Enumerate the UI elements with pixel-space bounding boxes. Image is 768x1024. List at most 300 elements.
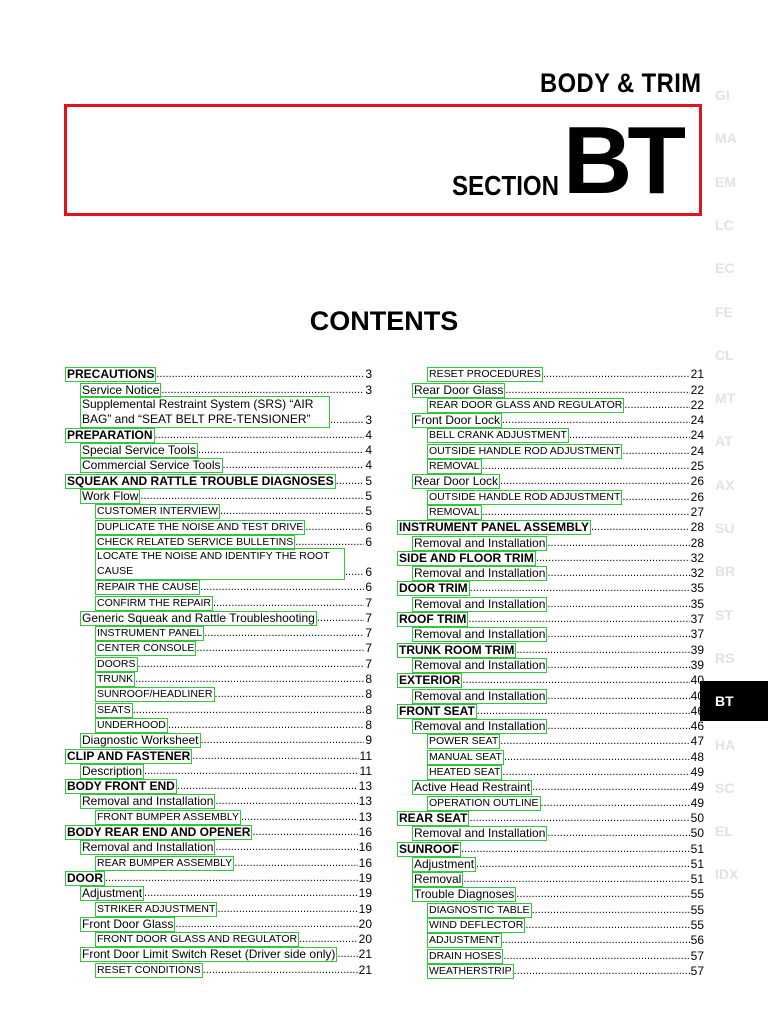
toc-entry-link[interactable]: Front Door Glass [82, 916, 174, 931]
toc-page-number: 27 [690, 504, 704, 519]
toc-entry[interactable] [66, 793, 372, 808]
toc-entry[interactable] [398, 856, 704, 871]
toc-entry[interactable] [398, 932, 704, 947]
toc-entry-link[interactable]: SEATS [97, 703, 131, 716]
section-tab-bt[interactable]: BT [700, 681, 768, 721]
toc-page-number: 32 [690, 550, 704, 565]
toc-page-number: 9 [365, 733, 372, 748]
toc-entry-link[interactable]: Removal and Installation [414, 657, 546, 672]
dot-leader [547, 659, 689, 672]
section-tab-lc[interactable]: LC [715, 216, 734, 233]
dot-leader [525, 919, 689, 932]
toc-page-number: 13 [358, 779, 372, 794]
toc-entry[interactable] [398, 611, 704, 626]
toc-entry[interactable] [398, 886, 704, 901]
toc-page-number: 22 [690, 382, 704, 397]
toc-entry-link[interactable]: REAR BUMPER ASSEMBLY [97, 856, 233, 869]
toc-page-number: 57 [690, 948, 704, 963]
toc-entry-link[interactable]: BELL CRANK ADJUSTMENT [429, 429, 567, 442]
toc-entry-link[interactable]: ADJUSTMENT [429, 934, 500, 947]
toc-entry[interactable] [66, 778, 372, 793]
dot-leader [622, 445, 689, 458]
toc-entry-link[interactable]: Removal and Installation [414, 535, 546, 550]
toc-entry-link[interactable]: REMOVAL [429, 460, 480, 473]
dot-leader [502, 766, 689, 779]
toc-entry[interactable] [66, 671, 372, 686]
toc-entry[interactable] [66, 579, 372, 594]
dot-leader [299, 933, 358, 946]
toc-entry[interactable] [398, 397, 704, 412]
toc-page-number: 46 [690, 719, 704, 734]
toc-page-number: 7 [365, 656, 372, 671]
toc-entry[interactable] [66, 686, 372, 701]
toc-entry-link[interactable]: DRAIN HOSES [429, 949, 502, 962]
toc-entry-link[interactable]: SUNROOF/HEADLINER [97, 688, 213, 701]
toc-page-number: 11 [359, 748, 372, 763]
toc-page-number: 28 [690, 535, 704, 550]
toc-entry-link[interactable]: Removal and Installation [414, 596, 546, 611]
dot-leader [168, 719, 364, 732]
toc-page-number: 6 [365, 519, 372, 534]
toc-page-number: 4 [365, 443, 372, 458]
toc-entry-link[interactable]: Removal and Installation [414, 688, 546, 703]
toc-page-number: 55 [690, 917, 704, 932]
toc-entry[interactable] [66, 870, 372, 885]
toc-entry-link[interactable]: WIND DEFLECTOR [429, 918, 524, 931]
toc-entry-link[interactable]: FRONT BUMPER ASSEMBLY [97, 810, 239, 823]
toc-page-number: 24 [690, 413, 704, 428]
dot-leader [500, 475, 690, 488]
dot-leader [505, 384, 689, 397]
toc-page-number: 48 [690, 749, 704, 764]
toc-entry-link[interactable]: Adjustment [414, 856, 475, 871]
toc-entry-link[interactable]: BODY REAR END AND OPENER [67, 825, 251, 840]
toc-entry-link[interactable]: PREPARATION [67, 427, 153, 442]
toc-entry[interactable] [66, 457, 372, 472]
dot-leader [470, 582, 690, 595]
section-tab-fe[interactable]: FE [715, 303, 733, 320]
toc-page-number: 3 [365, 412, 372, 427]
dot-leader [336, 475, 365, 488]
toc-page-number: 50 [690, 826, 704, 841]
toc-entry-link[interactable]: ROOF TRIM [399, 612, 467, 627]
toc-page-number: 39 [690, 657, 704, 672]
section-tab-st[interactable]: ST [715, 606, 733, 623]
toc-entry[interactable] [66, 427, 372, 442]
dot-leader [591, 521, 690, 534]
toc-page-number: 7 [365, 626, 372, 641]
toc-page-number: 6 [365, 580, 372, 595]
toc-entry[interactable] [66, 839, 372, 854]
toc-page-number: 6 [365, 564, 372, 579]
toc-entry[interactable] [66, 824, 372, 839]
dot-leader [140, 490, 364, 503]
dot-leader [175, 918, 357, 931]
toc-entry[interactable] [398, 595, 704, 610]
dot-leader [204, 627, 364, 640]
toc-entry-link[interactable]: DOOR [67, 870, 103, 885]
toc-entry[interactable] [66, 747, 372, 762]
toc-entry[interactable] [398, 840, 704, 855]
toc-entry[interactable] [398, 794, 704, 809]
toc-page-number: 19 [358, 870, 372, 885]
dot-leader [223, 459, 365, 472]
toc-page-number: 7 [365, 610, 372, 625]
section-tab-ha[interactable]: HA [715, 736, 736, 753]
toc-entry[interactable] [66, 534, 372, 549]
dot-leader [547, 537, 689, 550]
toc-entry[interactable] [398, 657, 704, 672]
toc-page-number: 16 [358, 825, 372, 840]
toc-entry-link[interactable]: Special Service Tools [82, 443, 196, 458]
toc-entry-link[interactable]: CHECK RELATED SERVICE BULLETINS [97, 535, 294, 548]
dot-leader [532, 781, 690, 794]
toc-entry-link[interactable]: REAR DOOR GLASS AND REGULATOR [429, 398, 623, 411]
toc-entry[interactable] [66, 961, 372, 976]
toc-entry-link[interactable]: OPERATION OUTLINE [429, 796, 539, 809]
toc-entry[interactable] [398, 442, 704, 457]
toc-entry[interactable] [66, 885, 372, 900]
toc-entry-link[interactable]: WEATHERSTRIP [429, 964, 512, 977]
dot-leader [516, 888, 689, 901]
toc-entry[interactable] [66, 488, 372, 503]
toc-entry-link[interactable]: Removal and Installation [82, 794, 214, 809]
toc-page-number: 28 [690, 520, 704, 535]
dot-leader [234, 857, 357, 870]
toc-entry-link[interactable]: SIDE AND FLOOR TRIM [399, 550, 534, 565]
toc-entry-link[interactable]: DOORS [97, 657, 136, 670]
toc-entry-link[interactable]: PRECAUTIONS [67, 367, 155, 382]
toc-right-column [398, 366, 704, 978]
section-tab-gi[interactable]: GI [715, 87, 730, 103]
toc-entry[interactable] [398, 733, 704, 748]
toc-entry-link[interactable]: RESET CONDITIONS [97, 963, 201, 976]
toc-entry-link[interactable]: Front Door Lock [414, 413, 501, 428]
toc-entry[interactable] [66, 916, 372, 931]
section-tab-br[interactable]: BR [715, 563, 736, 580]
section-label: SECTION [452, 170, 560, 201]
toc-page-number: 49 [690, 795, 704, 810]
toc-entry-link[interactable]: CENTER CONSOLE [97, 642, 195, 655]
toc-page-number: 40 [690, 688, 704, 703]
dot-leader [532, 904, 690, 917]
toc-entry[interactable] [398, 565, 704, 580]
toc-page-number: 55 [690, 887, 704, 902]
dot-leader [477, 705, 690, 718]
toc-entry-link[interactable]: Removal and Installation [82, 840, 214, 855]
toc-entry-link[interactable]: UNDERHOOD [97, 718, 166, 731]
dot-leader [203, 964, 358, 977]
toc-entry[interactable] [398, 825, 704, 840]
toc-page-number: 22 [690, 397, 704, 412]
section-tab-ax[interactable]: AX [715, 476, 735, 493]
toc-entry-link[interactable]: STRIKER ADJUSTMENT [97, 902, 216, 915]
toc-page-number: 21 [358, 962, 372, 977]
toc-entry[interactable] [398, 810, 704, 825]
toc-entry-link[interactable]: REPAIR THE CAUSE [97, 581, 199, 594]
dot-leader [469, 812, 689, 825]
toc-entry-link[interactable]: CUSTOMER INTERVIEW [97, 505, 218, 518]
toc-entry-link[interactable]: Generic Squeak and Rattle Troubleshooting [82, 610, 315, 625]
dot-leader [462, 674, 689, 687]
toc-entry-link[interactable]: Front Door Limit Switch Reset (Driver side only) [82, 947, 336, 962]
toc-entry-link[interactable]: DIAGNOSTIC TABLE [429, 903, 530, 916]
toc-entry[interactable] [66, 900, 372, 915]
toc-entry-link[interactable]: EXTERIOR [399, 673, 461, 688]
toc-entry[interactable] [398, 748, 704, 763]
dot-leader [155, 429, 365, 442]
toc-page-number: 8 [365, 717, 372, 732]
toc-page-number: 7 [365, 641, 372, 656]
toc-entry-link[interactable]: Removal and Installation [414, 627, 546, 642]
toc-entry-link[interactable]: SQUEAK AND RATTLE TROUBLE DIAGNOSES [67, 473, 334, 488]
section-tab-rs[interactable]: RS [715, 649, 735, 666]
toc-entry-link[interactable]: CONFIRM THE REPAIR [97, 596, 211, 609]
toc-page-number: 8 [365, 672, 372, 687]
toc-page-number: 50 [690, 810, 704, 825]
dot-leader [503, 950, 689, 963]
toc-entry-link[interactable]: Supplemental Restraint System (SRS) “AIR BAG” and “SEAT BELT PRE-TENSIONER” [81, 397, 329, 427]
dot-leader [569, 429, 690, 442]
toc-entry-link[interactable]: Rear Door Lock [414, 474, 499, 489]
toc-entry-link[interactable]: TRUNK [97, 673, 134, 686]
toc-entry[interactable] [398, 504, 704, 519]
toc-page-number: 11 [359, 763, 372, 778]
toc-page-number: 24 [690, 428, 704, 443]
toc-entry[interactable] [398, 641, 704, 656]
toc-entry[interactable] [398, 963, 704, 978]
toc-entry[interactable] [398, 534, 704, 549]
dot-leader [463, 873, 689, 886]
toc-page-number: 7 [365, 595, 372, 610]
dot-leader [252, 826, 357, 839]
toc-page-number: 51 [690, 856, 704, 871]
toc-entry[interactable] [66, 594, 372, 609]
dot-leader [541, 797, 690, 810]
toc-page-number: 19 [358, 886, 372, 901]
contents-heading: CONTENTS [309, 306, 459, 336]
toc-entry[interactable] [66, 763, 372, 778]
toc-entry[interactable] [66, 381, 372, 396]
section-tab-mt[interactable]: MT [715, 390, 736, 407]
dot-leader [161, 384, 364, 397]
toc-entry[interactable] [398, 687, 704, 702]
dot-leader [504, 751, 690, 764]
toc-entry-link[interactable]: DUPLICATE THE NOISE AND TEST DRIVE [97, 520, 304, 533]
section-tab-at[interactable]: AT [715, 433, 733, 450]
toc-entry-link[interactable]: REMOVAL [429, 505, 480, 518]
toc-entry-link[interactable]: Removal and Installation [414, 566, 546, 581]
toc-entry[interactable] [398, 366, 704, 381]
section-tab-idx[interactable]: IDX [715, 866, 739, 883]
toc-entry[interactable] [398, 580, 704, 595]
toc-page-number: 19 [358, 901, 372, 916]
dot-leader [201, 734, 365, 747]
dot-leader [502, 934, 690, 947]
dot-leader [543, 368, 690, 381]
toc-entry-link[interactable]: SUNROOF [399, 841, 459, 856]
dot-leader [516, 644, 689, 657]
dot-leader [345, 566, 364, 579]
dot-leader [482, 506, 690, 519]
toc-entry[interactable] [398, 381, 704, 396]
toc-entry[interactable] [66, 946, 372, 961]
toc-entry[interactable] [66, 549, 372, 579]
toc-entry[interactable] [398, 718, 704, 733]
toc-page-number: 21 [358, 947, 372, 962]
toc-entry-link[interactable]: CLIP AND FASTENER [67, 748, 191, 763]
dot-leader [482, 460, 690, 473]
toc-entry-link[interactable]: Removal [414, 872, 462, 887]
dot-leader [217, 903, 357, 916]
dot-leader [177, 780, 358, 793]
dot-leader [144, 887, 358, 900]
toc-page-number: 37 [690, 627, 704, 642]
toc-entry-link[interactable]: Adjustment [82, 886, 143, 901]
toc-entry[interactable] [66, 610, 372, 625]
toc-entry-link[interactable]: MANUAL SEAT [429, 750, 502, 763]
toc-page-number: 35 [690, 581, 704, 596]
toc-page-number: 39 [690, 642, 704, 657]
section-tab-ma[interactable]: MA [715, 130, 737, 147]
toc-entry-link[interactable]: Description [82, 763, 143, 778]
dot-leader [514, 965, 690, 978]
toc-entry[interactable] [398, 626, 704, 641]
toc-entry[interactable] [66, 518, 372, 533]
toc-entry-link[interactable]: Active Head Restraint [414, 780, 531, 795]
toc-page-number: 4 [365, 427, 372, 442]
toc-entry[interactable] [66, 717, 372, 732]
dot-leader [547, 720, 689, 733]
toc-entry[interactable] [398, 519, 704, 534]
toc-entry[interactable] [66, 808, 372, 823]
toc-entry-link[interactable]: TRUNK ROOM TRIM [399, 642, 515, 657]
toc-page-number: 21 [690, 367, 704, 382]
dot-leader [138, 658, 365, 671]
toc-entry-link[interactable]: Commercial Service Tools [82, 458, 221, 473]
toc-entry[interactable] [398, 550, 704, 565]
toc-page-number: 3 [365, 382, 372, 397]
dot-leader [476, 858, 690, 871]
toc-entry[interactable] [398, 917, 704, 932]
toc-entry-link[interactable]: Service Notice [82, 382, 160, 397]
toc-entry-link[interactable]: OUTSIDE HANDLE ROD ADJUSTMENT [429, 490, 621, 503]
toc-page-number: 49 [690, 780, 704, 795]
toc-entry-link[interactable]: POWER SEAT [429, 735, 499, 748]
toc-entry[interactable] [398, 779, 704, 794]
toc-entry-link[interactable]: LOCATE THE NOISE AND IDENTIFY THE ROOT CAUSE [96, 549, 344, 579]
dot-leader [502, 414, 690, 427]
toc-entry[interactable] [398, 901, 704, 916]
section-tab-su[interactable]: SU [715, 520, 735, 536]
section-code: BT [563, 107, 681, 214]
toc-entry-link[interactable]: Work Flow [82, 489, 139, 504]
toc-entry[interactable] [398, 458, 704, 473]
toc-entry[interactable] [398, 412, 704, 427]
toc-entry-link[interactable]: OUTSIDE HANDLE ROD ADJUSTMENT [429, 444, 621, 457]
toc-page-number: 13 [358, 809, 372, 824]
toc-entry-link[interactable]: DOOR TRIM [399, 581, 468, 596]
toc-page-number: 5 [365, 504, 372, 519]
dot-leader [622, 491, 689, 504]
dot-leader [144, 765, 359, 778]
toc-entry-link[interactable]: FRONT DOOR GLASS AND REGULATOR [97, 933, 298, 946]
dot-leader [500, 735, 689, 748]
toc-entry-link[interactable]: Rear Door Glass [414, 382, 504, 397]
dot-leader [295, 536, 364, 549]
toc-entry-link[interactable]: INSTRUMENT PANEL ASSEMBLY [399, 520, 590, 535]
toc-entry-link[interactable]: Removal and Installation [414, 826, 546, 841]
toc-entry[interactable] [66, 397, 372, 427]
toc-entry[interactable] [66, 640, 372, 655]
toc-entry[interactable] [66, 442, 372, 457]
dot-leader [547, 567, 689, 580]
toc-entry[interactable] [66, 503, 372, 518]
toc-entry[interactable] [398, 672, 704, 687]
section-tab-cl[interactable]: CL [715, 346, 734, 363]
toc-entry[interactable] [66, 655, 372, 670]
toc-entry[interactable] [398, 703, 704, 718]
dot-leader [461, 843, 690, 856]
dot-leader [135, 673, 364, 686]
dot-leader [215, 841, 357, 854]
toc-entry[interactable] [66, 931, 372, 946]
toc-entry[interactable] [66, 701, 372, 716]
toc-entry[interactable] [398, 488, 704, 503]
toc-entry[interactable] [66, 732, 372, 747]
toc-entry-link[interactable]: RESET PROCEDURES [429, 368, 541, 381]
toc-page-number: 16 [358, 840, 372, 855]
toc-page-number: 51 [690, 841, 704, 856]
toc-entry[interactable] [398, 427, 704, 442]
toc-entry-link[interactable]: REAR SEAT [399, 810, 468, 825]
section-tab-sc[interactable]: SC [715, 779, 735, 796]
toc-entry-link[interactable]: FRONT SEAT [399, 703, 475, 718]
toc-entry[interactable] [398, 947, 704, 962]
toc-page-number: 20 [358, 916, 372, 931]
toc-page-number: 5 [365, 473, 372, 488]
toc-entry-link[interactable]: Trouble Diagnoses [414, 887, 515, 902]
dot-leader [215, 688, 365, 701]
dot-leader [536, 552, 690, 565]
section-tab-ec[interactable]: EC [715, 260, 735, 277]
toc-entry-link[interactable]: INSTRUMENT PANEL [97, 627, 203, 640]
toc-entry[interactable] [66, 854, 372, 869]
section-tab-el[interactable]: EL [715, 823, 733, 840]
toc-page-number: 26 [690, 474, 704, 489]
toc-entry[interactable] [398, 871, 704, 886]
dot-leader [547, 690, 689, 703]
toc-entry[interactable] [398, 473, 704, 488]
toc-entry[interactable] [66, 625, 372, 640]
toc-entry-link[interactable]: Diagnostic Worksheet [82, 733, 199, 748]
toc-entry-link[interactable]: BODY FRONT END [67, 779, 175, 794]
toc-page-number: 26 [690, 489, 704, 504]
dot-leader [156, 368, 364, 381]
toc-entry[interactable] [66, 366, 372, 381]
toc-entry-link[interactable]: HEATED SEAT [429, 766, 501, 779]
toc-entry[interactable] [398, 764, 704, 779]
toc-page-number: 16 [358, 855, 372, 870]
toc-entry[interactable] [66, 472, 372, 487]
toc-entry-link[interactable]: Removal and Installation [414, 719, 546, 734]
toc-page-number: 8 [365, 687, 372, 702]
toc-page-number: 3 [365, 367, 372, 382]
toc-page-number: 47 [690, 734, 704, 749]
section-tab-em[interactable]: EM [715, 173, 736, 190]
toc-page-number: 32 [690, 566, 704, 581]
dot-leader [468, 613, 689, 626]
